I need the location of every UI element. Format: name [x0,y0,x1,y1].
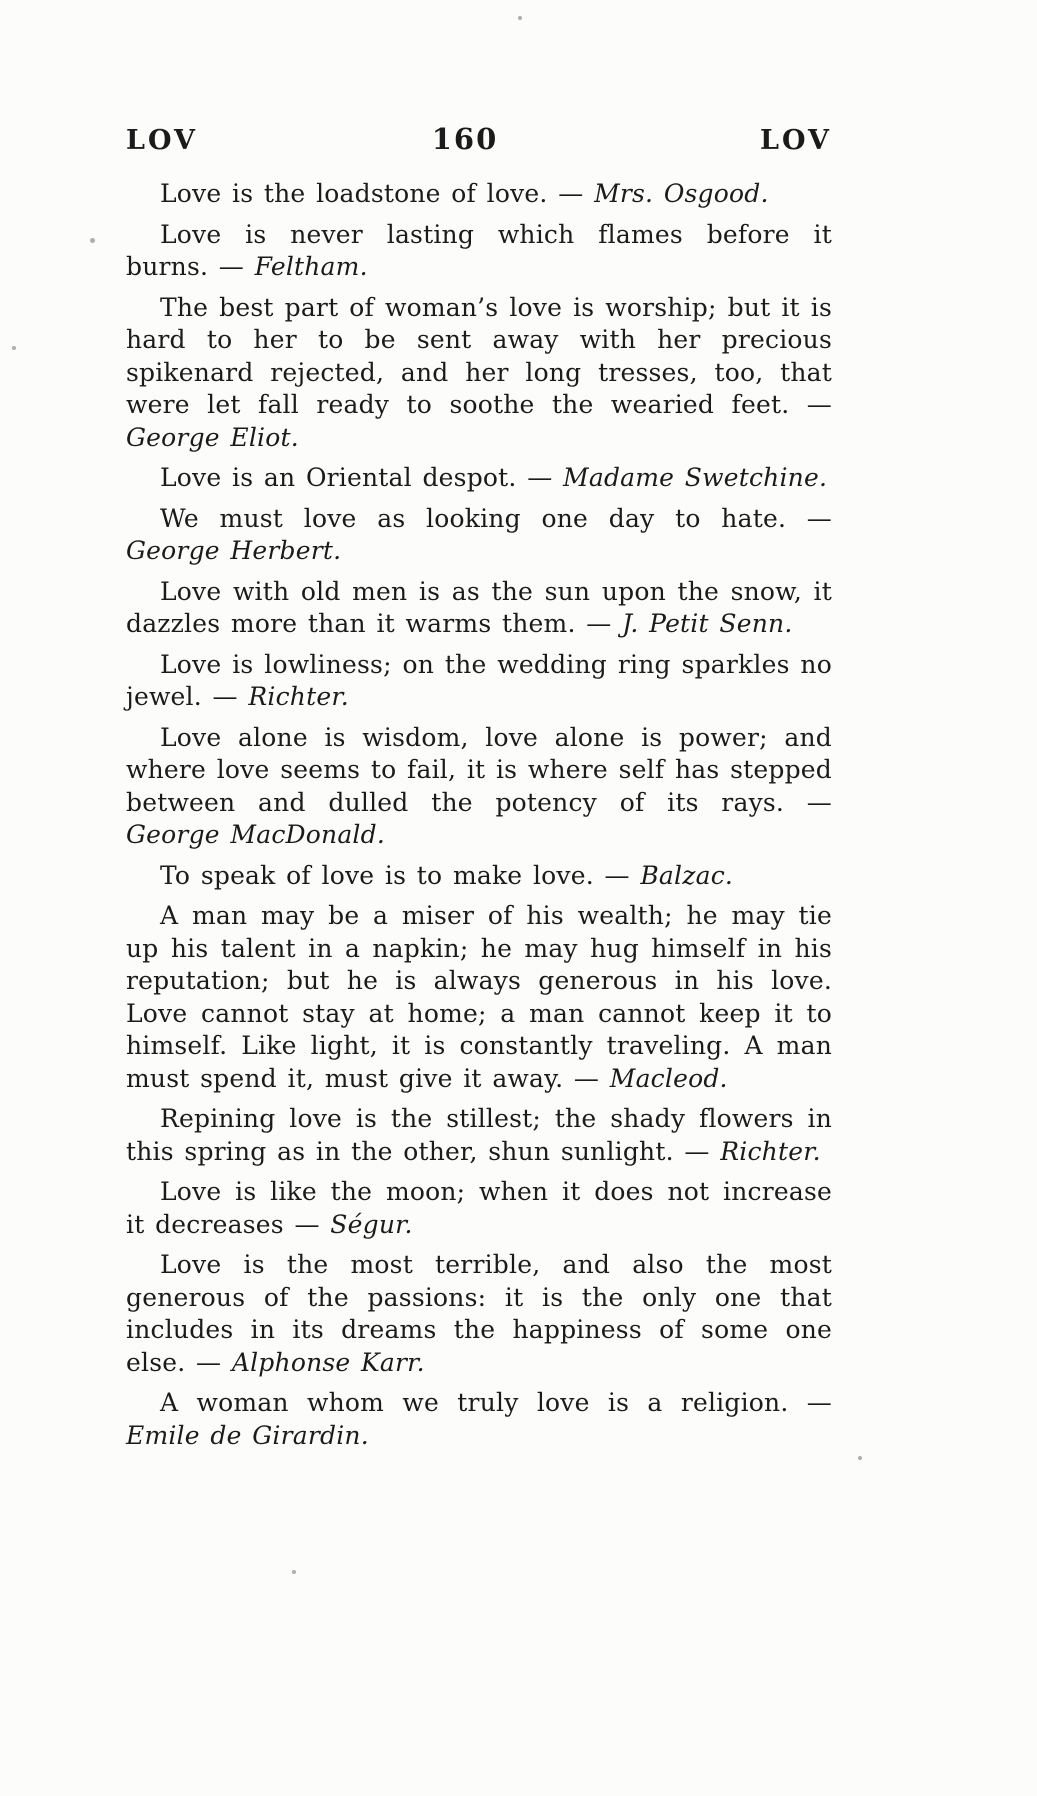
quote-text: Love alone is wisdom, love alone is power; and where love seems to fail, it is where self has stepped between and dulled the potency of its rays. — [126,722,832,817]
quote-author: Richter. [248,682,349,711]
quote-paragraph [126,1176,832,1241]
quote-text: A woman whom we truly love is a religion. — [160,1388,832,1417]
quote-text: Love is lowliness; on the wedding ring sparkles no jewel. — [126,649,832,711]
quote-author: Feltham. [254,252,368,281]
quote-paragraph [126,462,832,495]
quote-paragraph [126,292,832,455]
quote-paragraph [126,503,832,568]
quote-author: Macleod. [609,1063,728,1093]
scan-speck [90,238,95,243]
quote-author: George Eliot. [126,422,299,452]
quote-author: Richter. [720,1136,821,1166]
running-head-left: LOV [126,125,198,156]
scan-speck [518,16,522,20]
quote-author: Alphonse Karr. [231,1347,425,1377]
quote-paragraph [126,178,832,211]
quote-text: Love is the loadstone of love. — [160,179,595,208]
quote-author: George MacDonald. [126,820,385,849]
quote-author: J. Petit Senn. [622,609,793,638]
quote-text: Love is like the moon; when it does not increase it decreases — [126,1177,832,1239]
quote-paragraph [126,722,832,852]
running-head-right: LOV [760,125,832,156]
quote-paragraph [126,1249,832,1379]
quotes-list [126,178,832,1460]
quote-text: The best part of woman’s love is worship; but it is hard to her to be sent away with her precious spikenard rejected, and her long tresses, too, that were let fall ready to soothe the wearied feet. — [126,292,832,419]
quote-text: To speak of love is to make love. — [160,860,641,890]
quote-author: Madame Swetchine. [563,463,828,492]
quote-text: We must love as looking one day to hate. — [160,503,832,533]
quote-paragraph [126,576,832,641]
quote-paragraph [126,1387,832,1452]
quote-text: A man may be a miser of his wealth; he may tie up his talent in a napkin; he may hug himself in his reputation; but he is always generous in his love. Love cannot stay at home; a man cannot keep it to himself. Like light, it is constantly traveling. A man must spend it, must give it away. — [126,901,832,1093]
quote-text: Repining love is the stillest; the shady flowers in this spring as in the other, shun sunlight. — [126,1104,832,1166]
page-number: 160 [431,122,499,156]
page-header [126,122,832,156]
scan-speck [292,1570,296,1574]
quote-text: Love with old men is as the sun upon the snow, it dazzles more than it warms them. — [126,576,832,638]
quote-text: Love is an Oriental despot. — [160,463,564,492]
quote-paragraph [126,649,832,714]
quote-paragraph [126,900,832,1095]
scan-speck [12,346,16,350]
quote-author: Ségur. [330,1209,413,1239]
quote-paragraph [126,860,832,893]
scan-speck [858,1456,862,1460]
quote-text: Love is the most terrible, and also the most generous of the passions: it is the only one that includes in its dreams the happiness of some one else. — [126,1250,832,1377]
quote-paragraph [126,1103,832,1168]
quote-author: Mrs. Osgood. [594,179,769,208]
quote-author: George Herbert. [126,536,342,565]
quote-paragraph [126,219,832,284]
quote-text: Love is never lasting which flames before it burns. — [126,219,832,281]
quote-author: Emile de Girardin. [126,1420,369,1450]
quote-author: Balzac. [640,860,734,890]
